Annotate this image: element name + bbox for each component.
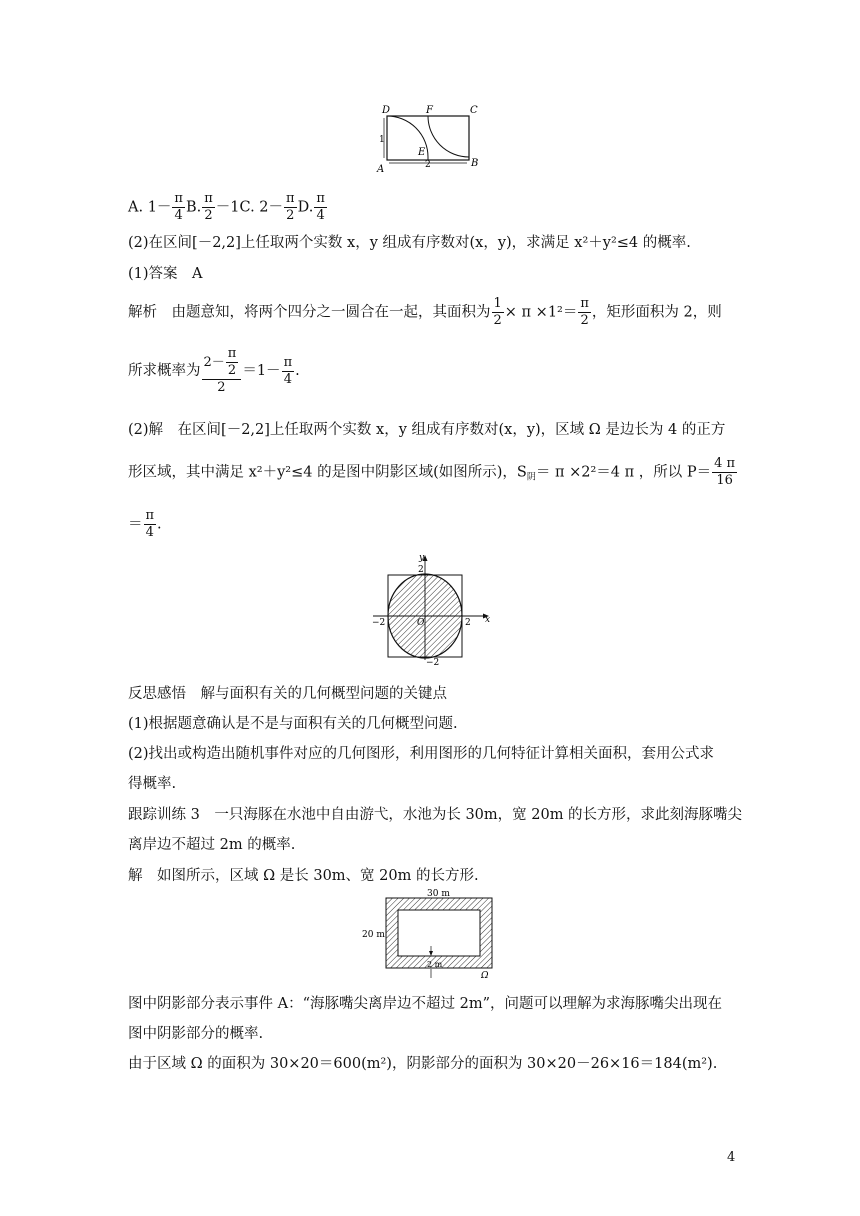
solution-2-line-1: (2)解 在区间[－2,2]上任取两个实数 x，y 组成有序数对(x，y)，区域 Ω 是边长为 4 的正方: [128, 422, 726, 438]
axis-y-label: y: [419, 553, 425, 563]
tick-left: −2: [372, 618, 386, 628]
question-2: (2)在区间[－2,2]上任取两个实数 x，y 组成有序数对(x，y)，求满足 x²＋y²≤4 的概率.: [128, 235, 691, 251]
figure-rectangle-quarter-circles: [370, 100, 490, 178]
training-line-3: 解 如图所示，区域 Ω 是长 30m、宽 20m 的长方形.: [128, 868, 479, 884]
label-C: C: [470, 105, 478, 116]
label-20m: 20 m: [362, 930, 385, 940]
reflection-title: 反思感悟 解与面积有关的几何概型问题的关键点: [128, 686, 447, 702]
page-number: 4: [727, 1150, 736, 1165]
solution-2-line-3: ＝ $\frac{\pi}{4}$ .: [128, 508, 162, 540]
after-line-3: 由于区域 Ω 的面积为 30×20＝600(m²)，阴影部分的面积为 30×20－26×16＝184(m²).: [128, 1056, 718, 1072]
option-c-prefix: C. 2－: [239, 199, 284, 216]
label-F: F: [426, 105, 433, 116]
figure-pool: [360, 885, 500, 980]
label-side-2: 2: [425, 160, 431, 170]
solution-2-line-2: 形区域，其中满足 x²＋y²≤4 的是图中阴影区域(如图所示)，$S_阴= \pi \times 2^2=4$ π ，所以 P＝ $\frac{4 \pi}{16}$: [128, 456, 736, 488]
origin-label: O: [417, 618, 425, 628]
after-line-2: 图中阴影部分的概率.: [128, 1026, 264, 1042]
option-b-suffix: －1: [215, 199, 240, 216]
answer-1: (1)答案 A: [128, 266, 203, 282]
training-line-1: 跟踪训练 3 一只海豚在水池中自由游弋，水池为长 30m，宽 20m 的长方形，求此刻海豚嘴尖: [128, 807, 743, 823]
option-b-prefix: B.: [185, 199, 202, 216]
answer-options: [128, 191, 738, 224]
analysis-line-2: 所求概率为 2－ $\frac{\pi}{2}$ 2 ＝1－ $\frac{\pi}{4}$ .: [128, 346, 300, 395]
option-d-fraction: $\frac{\pi}{4}$: [316, 191, 325, 223]
fraction-4pi-16: $\frac{4 \pi}{16}$: [714, 456, 736, 488]
training-line-2: 离岸边不超过 2m 的概率.: [128, 837, 296, 853]
after-line-1: 图中阴影部分表示事件 A：“海豚嘴尖离岸边不超过 2m”，问题可以理解为求海豚嘴尖出现在: [128, 996, 722, 1012]
tick-right: 2: [465, 618, 471, 628]
fraction-pi-half: $\frac{\pi}{2}$: [580, 296, 589, 328]
fraction-half: $\frac{1}{2}$: [493, 296, 502, 328]
label-side-1: 1: [379, 135, 385, 145]
tick-top: 2: [418, 565, 424, 575]
label-omega: Ω: [481, 971, 489, 981]
option-a-prefix: A. 1－: [128, 199, 172, 216]
reflection-point-2a: (2)找出或构造出随机事件对应的几何图形，利用图形的几何特征计算相关面积，套用公式求: [128, 746, 715, 762]
reflection-point-1: (1)根据题意确认是不是与面积有关的几何概型问题.: [128, 716, 458, 732]
label-B: B: [471, 158, 479, 169]
axis-x-label: x: [485, 615, 491, 625]
option-d-prefix: D.: [297, 199, 314, 216]
analysis-line-1: 解析 由题意知，将两个四分之一圆合在一起，其面积为 $\frac{1}{2}$ × π ×1²＝ $\frac{\pi}{2}$ ，矩形面积为 2，则: [128, 296, 722, 328]
reflection-point-2b: 得概率.: [128, 776, 177, 792]
figure-circle-in-square: [368, 550, 494, 668]
label-2m: 2 m: [427, 960, 443, 969]
tick-bottom: −2: [426, 658, 440, 668]
fraction-result: $\frac{\pi}{4}$: [145, 508, 155, 540]
fraction-pi-quarter: $\frac{\pi}{4}$: [283, 354, 293, 387]
option-b-fraction: $\frac{\pi}{2}$: [204, 191, 213, 223]
fraction-probability: 2－ $\frac{\pi}{2}$ 2: [202, 346, 242, 396]
option-c-fraction: $\frac{\pi}{2}$: [286, 191, 295, 223]
label-A: A: [377, 164, 385, 175]
label-D: D: [382, 105, 391, 116]
label-E: E: [418, 147, 426, 158]
label-30m: 30 m: [427, 889, 450, 899]
option-a-fraction: $\frac{\pi}{4}$: [174, 191, 183, 223]
